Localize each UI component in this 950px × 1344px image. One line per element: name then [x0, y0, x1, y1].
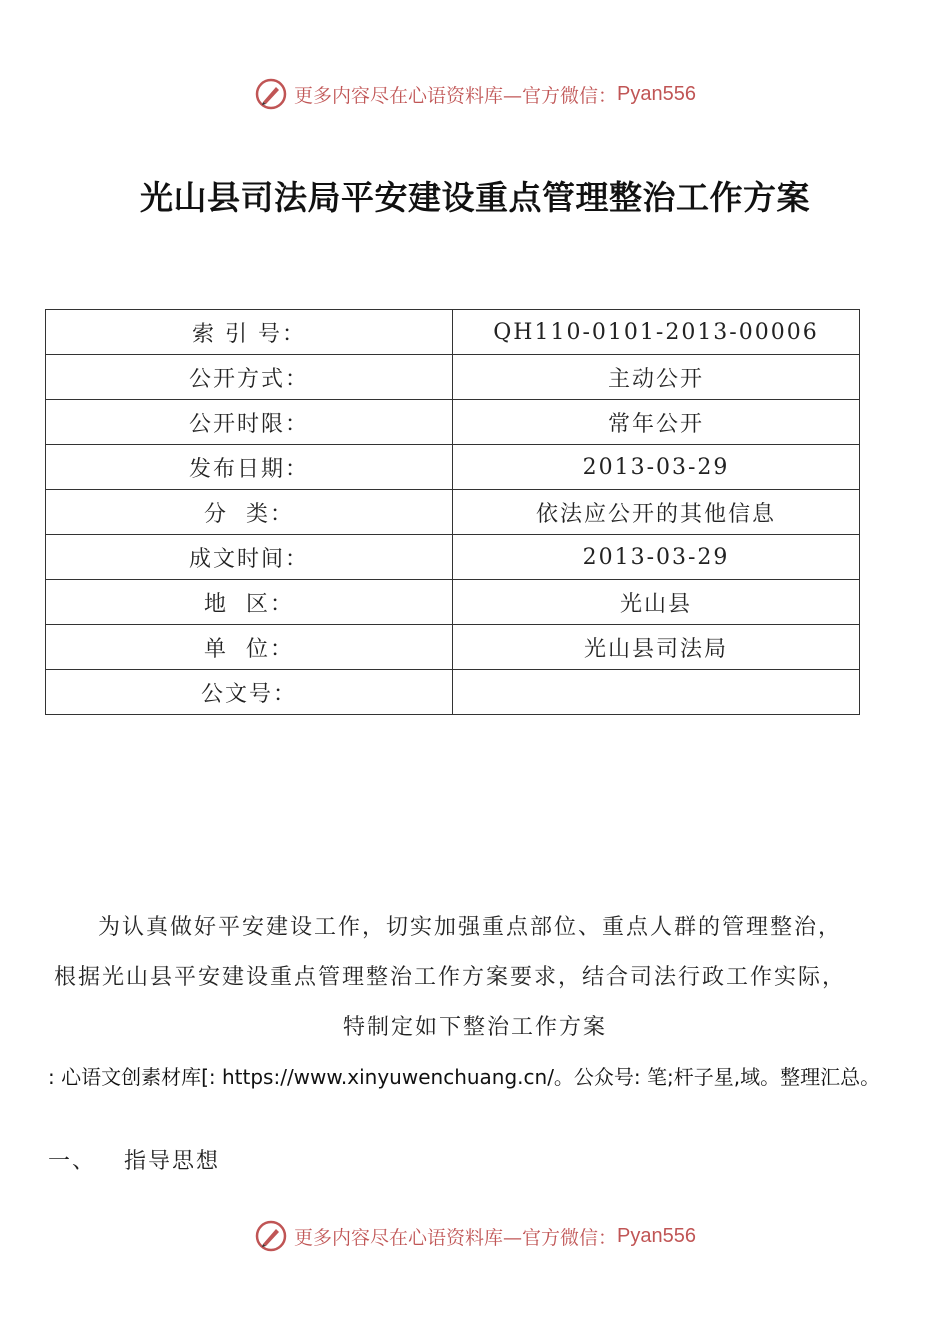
table-row: [46, 400, 860, 445]
table-row: [46, 490, 860, 535]
table-row: [46, 580, 860, 625]
intro-line-3: 特制定如下整治工作方案: [342, 1015, 607, 1040]
section-title: 指导思想: [124, 1149, 221, 1174]
meta-value: QH110-0101-2013-00006: [453, 310, 860, 355]
source-note: : 心语文创素材库[: https://www.xinyuwenchuang.cn/。公众号: 笔;杆子星,域。整理汇总。: [48, 1065, 881, 1089]
meta-value: 依法应公开的其他信息: [453, 490, 860, 535]
pen-seal-icon: [254, 1219, 288, 1253]
meta-value: 主动公开: [453, 355, 860, 400]
table-row: [46, 535, 860, 580]
meta-key: 公开方式：: [46, 355, 453, 400]
pen-seal-icon: [254, 77, 288, 111]
meta-value: [453, 670, 860, 715]
top-banner: [0, 74, 950, 114]
table-row: [46, 445, 860, 490]
meta-key: 公开时限：: [46, 400, 453, 445]
table-row: [46, 310, 860, 355]
meta-value: 光山县: [453, 580, 860, 625]
banner-wechat-id: Pyan556: [617, 82, 696, 105]
table-row: [46, 355, 860, 400]
section-number: 一、: [48, 1149, 97, 1174]
meta-key: 地 区：: [46, 580, 453, 625]
banner-text: 更多内容尽在心语资料库—官方微信：: [294, 1226, 618, 1249]
meta-key: 索 引 号：: [46, 310, 453, 355]
section-heading: [48, 1144, 220, 1175]
table-row: [46, 625, 860, 670]
meta-value: 2013-03-29: [453, 445, 860, 490]
meta-key: 单 位：: [46, 625, 453, 670]
metadata-table: [45, 309, 860, 715]
meta-key: 公文号：: [46, 670, 453, 715]
meta-value: 光山县司法局: [453, 625, 860, 670]
meta-key: 发布日期：: [46, 445, 453, 490]
banner-wechat-id: Pyan556: [617, 1224, 696, 1247]
bottom-banner: [0, 1216, 950, 1256]
intro-line-2: 根据光山县平安建设重点管理整治工作方案要求，结合司法行政工作实际，: [54, 965, 847, 990]
banner-text: 更多内容尽在心语资料库—官方微信：: [294, 84, 618, 107]
intro-line-1: 为认真做好平安建设工作，切实加强重点部位、重点人群的管理整治，: [98, 915, 843, 940]
meta-value: 常年公开: [453, 400, 860, 445]
meta-key: 分 类：: [46, 490, 453, 535]
meta-key: 成文时间：: [46, 535, 453, 580]
meta-value: 2013-03-29: [453, 535, 860, 580]
document-title: 光山县司法局平安建设重点管理整治工作方案: [140, 178, 810, 217]
table-row: [46, 670, 860, 715]
